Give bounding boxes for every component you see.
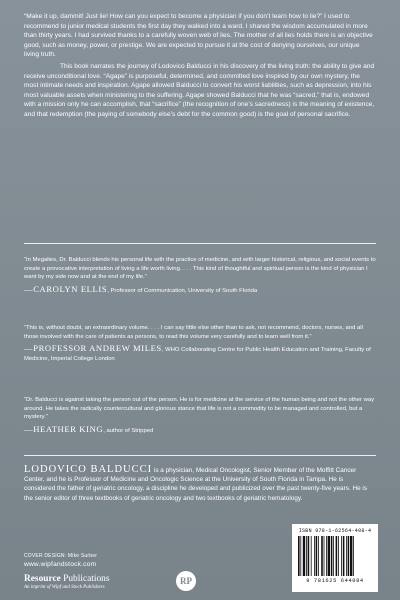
isbn-barcode	[292, 524, 378, 592]
quote-3	[24, 396, 376, 436]
cover-design-credit: COVER DESIGN: Mike Surber	[24, 553, 98, 559]
author-name: LODOVICO BALDUCCI	[24, 464, 153, 475]
credits	[24, 553, 97, 569]
author-bio-text: is a physician, Medical Oncologist, Senior Member of the Moffitt Cancer Center, and he is Professor of Medicine and Oncologic Science at the University of South Florida in Tampa. He is considered the father of geriatric oncology, a discipline he developed and publicized over the past twenty-five years. He is the senior editor of three textbooks of geriatric oncology and two textbooks of geriatric hematology.	[24, 467, 368, 502]
quote-3-attribution	[24, 425, 376, 436]
author-bio	[24, 465, 376, 503]
quote-2-attribution	[24, 344, 376, 364]
quote-1-text: “In Megalies, Dr. Balducci blends his personal life with the practice of medicine, and with larger historical, religious, and social events to create a provocative interpretation of living a life worth living. . . . This kind of thoughtful and spiritual person is the kind of physician I want by my side now and at the end of my life.”	[24, 257, 376, 281]
barcode-digits: 9 781625 644084	[306, 578, 364, 584]
blurb	[24, 12, 376, 120]
publisher-name-rest: Publications	[60, 574, 110, 584]
publisher-logo: RP	[176, 571, 196, 591]
blurb-paragraph-1: “Make it up, dammit! Just lie! How can you expect to become a physician if you don’t learn how to lie?” I used to recommend to junior medical students the first day they walked into a ward. I shared the wisdom accumulated in more than thirty years. I had survived thanks to a carefully woven web of lies. The mother of all lies holds there is an objective good, such as money, power, or prestige. We are expected to pursue it at the cost of denying ourselves, our unique living truth.	[24, 13, 373, 59]
quote-2-text: “This is, without doubt, an extraordinary volume. . . . I can say little else other than to ask, not recommend, doctors, nurses, and all those involved with the care of patients as persons, to read this volume very carefully and to learn well from it.”	[24, 325, 363, 340]
divider	[24, 455, 376, 456]
quote-2-name: — PROFESSOR ANDREW MILES	[24, 343, 162, 353]
quote-1-name: — CAROLYN ELLIS	[24, 284, 107, 294]
quote-2	[24, 324, 376, 364]
quote-1-attribution	[24, 285, 376, 296]
quote-3-name: — HEATHER KING	[24, 424, 103, 434]
divider	[24, 243, 376, 244]
publisher-subtitle: An imprint of Wipf and Stock Publishers	[24, 585, 105, 590]
barcode-icon	[298, 536, 372, 576]
isbn-label: ISBN 978-1-62564-408-4	[298, 528, 372, 534]
quote-3-text: “Dr. Balducci is against taking the person out of the person. He is for medicine at the service of the human being and not the other way around. He takes the radically countercultural and glorious stance that life is not a commodity to be managed and controlled, but a mystery.”	[24, 397, 375, 421]
quote-1	[24, 256, 376, 296]
publisher-url: www.wipfandstock.com	[24, 561, 97, 568]
blurb-paragraph-2: This book narrates the journey of Lodovico Balducci in his discovery of the living truth: the ability to give and receive unconditional love. “Agape” is purposeful, determined, and committed love inspired by our own mystery, the most intimate needs and inspiration. Agape allowed Balducci to convert his worst liabilities, such as depression, into his most valuable assets when ministering to the suffering. Agape showed Balducci that he was “sacred,” that is, endowed with a mission only he can accomplish, that “sacrifice” (the recognition of one’s sacredness) is the meaning of existence, and that redemption (the paying of somebody else’s debt for the common good) is the goal of personal sacrifice.	[24, 62, 375, 118]
publisher-name-bold: Resource	[24, 574, 61, 584]
quote-1-role: , Professor of Communication, University of South Florida	[107, 287, 258, 294]
quote-2-role: , WHO Collaborating Centre for Public Health Education and Training, Faculty of Medicine, Imperial College London	[24, 347, 371, 363]
quote-3-role: , author of Stripped	[103, 427, 154, 434]
